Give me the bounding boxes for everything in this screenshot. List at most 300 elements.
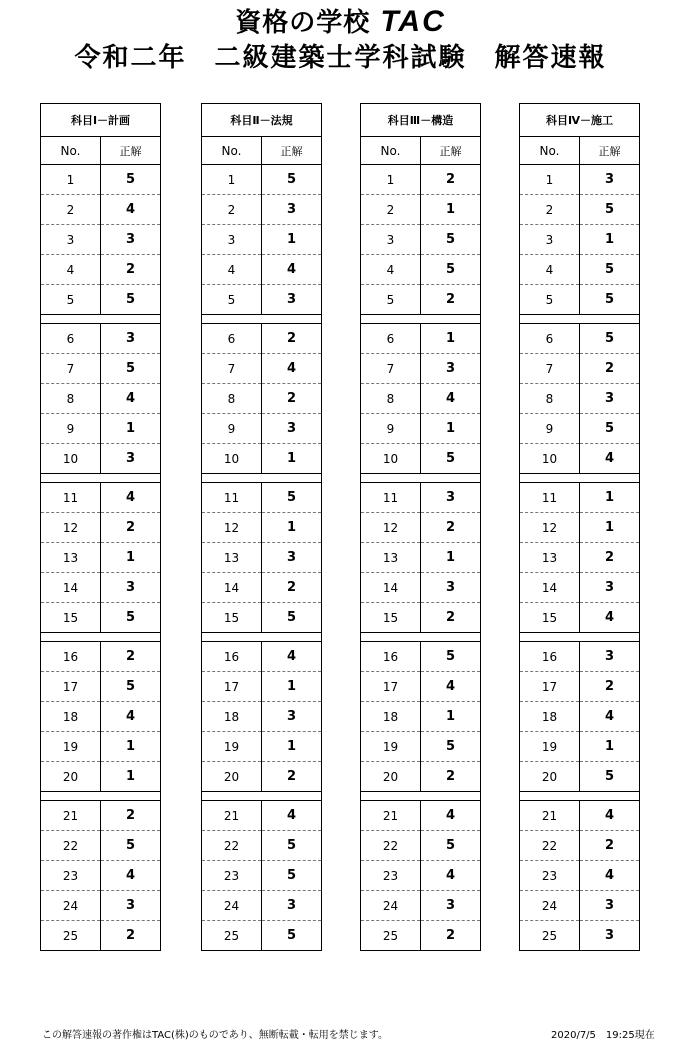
answer-value: 5 [421,444,481,474]
question-number: 4 [202,255,262,285]
table-row [41,165,161,195]
table-row [41,414,161,444]
table-row [41,603,161,633]
subject-name: 科目Ⅳ－施工 [520,104,640,137]
group-spacer [202,633,322,642]
answer-value: 5 [580,414,640,444]
table-row [202,732,322,762]
question-number: 24 [361,891,421,921]
group-spacer [361,315,481,324]
table-row [520,732,640,762]
answer-value: 2 [421,513,481,543]
table-row [520,165,640,195]
answer-value: 1 [262,513,322,543]
question-number: 10 [520,444,580,474]
answer-value: 4 [580,801,640,831]
table-row [41,861,161,891]
answer-value: 3 [421,483,481,513]
table-row [202,891,322,921]
question-number: 25 [361,921,421,951]
table-row [520,603,640,633]
table-row [202,801,322,831]
question-number: 22 [202,831,262,861]
answer-value: 1 [421,195,481,225]
question-number: 6 [520,324,580,354]
answer-value: 2 [421,165,481,195]
table-row [520,702,640,732]
answer-value: 5 [421,225,481,255]
table-row [520,573,640,603]
answer-value: 3 [421,573,481,603]
answer-value: 2 [580,543,640,573]
school-name: 資格の学校 [235,8,371,38]
table-row [361,642,481,672]
answer-table [519,103,640,951]
answer-value: 4 [262,801,322,831]
table-row [41,225,161,255]
table-row [361,891,481,921]
question-number: 5 [520,285,580,315]
answer-value: 2 [580,672,640,702]
table-row [520,642,640,672]
question-number: 11 [361,483,421,513]
answer-value: 5 [421,642,481,672]
answer-value: 4 [101,483,161,513]
question-number: 8 [202,384,262,414]
question-number: 7 [520,354,580,384]
answer-value: 5 [101,285,161,315]
table-row [520,324,640,354]
column-header-answer: 正解 [421,137,481,165]
question-number: 25 [520,921,580,951]
question-number: 16 [520,642,580,672]
table-row [202,573,322,603]
answer-value: 1 [101,732,161,762]
table-row [361,444,481,474]
table-row [202,354,322,384]
answer-value: 2 [101,801,161,831]
answer-value: 2 [101,255,161,285]
answer-value: 3 [101,225,161,255]
answer-value: 2 [445,928,456,943]
answer-value: 4 [262,354,322,384]
answer-value: 2 [101,513,161,543]
table-row [520,762,640,792]
question-number: 6 [41,324,101,354]
question-number: 12 [520,513,580,543]
question-number: 3 [361,225,421,255]
answer-value: 3 [580,642,640,672]
answer-value: 4 [580,603,640,633]
column-header-answer: 正解 [580,137,640,165]
answer-value: 4 [101,702,161,732]
answer-value: 4 [101,861,161,891]
question-number: 25 [202,921,262,951]
title-line-1 [0,4,681,41]
answer-value: 1 [580,732,640,762]
answer-value: 1 [580,225,640,255]
question-number: 8 [361,384,421,414]
group-spacer [202,792,322,801]
table-row [202,861,322,891]
table-row [361,861,481,891]
group-spacer [41,792,161,801]
question-number: 16 [41,642,101,672]
question-number: 17 [41,672,101,702]
table-row [41,384,161,414]
table-row [202,225,322,255]
table-row [41,195,161,225]
question-number: 12 [361,513,421,543]
group-spacer [361,792,481,801]
question-number: 14 [202,573,262,603]
answer-value: 5 [262,831,322,861]
question-number: 17 [202,672,262,702]
question-number: 18 [520,702,580,732]
question-number: 23 [361,861,421,891]
table-row [41,513,161,543]
question-number: 13 [41,543,101,573]
answer-value: 3 [262,195,322,225]
table-row [202,444,322,474]
question-number: 9 [361,414,421,444]
page-title: 令和二年 二級建築士学科試験 解答速報 [74,43,607,73]
table-row [41,891,161,921]
table-row [361,762,481,792]
answer-value: 4 [421,672,481,702]
table-row [361,801,481,831]
group-spacer [202,474,322,483]
column-header-no: No. [202,137,262,165]
table-row [520,354,640,384]
question-number: 19 [202,732,262,762]
question-number: 17 [520,672,580,702]
question-number: 14 [520,573,580,603]
question-number: 1 [202,165,262,195]
answer-value: 1 [421,702,481,732]
question-number: 4 [41,255,101,285]
question-number: 4 [520,255,580,285]
answer-value: 4 [421,861,481,891]
table-row [520,921,640,951]
answer-value: 5 [286,928,297,943]
answer-value: 1 [262,672,322,702]
answer-value: 5 [101,672,161,702]
answer-value: 2 [421,603,481,633]
table-row [41,831,161,861]
group-spacer [361,474,481,483]
question-number: 3 [520,225,580,255]
table-row [202,165,322,195]
table-row [41,573,161,603]
answer-value: 4 [262,255,322,285]
answer-value: 3 [262,543,322,573]
table-row [202,384,322,414]
question-number: 21 [41,801,101,831]
answer-value: 5 [262,483,322,513]
table-row [202,255,322,285]
table-row [361,702,481,732]
answer-value: 1 [580,483,640,513]
question-number: 15 [361,603,421,633]
question-number: 22 [520,831,580,861]
table-row [520,285,640,315]
question-number: 18 [41,702,101,732]
table-row [520,483,640,513]
answer-value: 5 [421,255,481,285]
answer-value: 1 [262,225,322,255]
answer-value: 2 [580,354,640,384]
question-number: 4 [361,255,421,285]
answer-value: 3 [101,324,161,354]
question-number: 11 [202,483,262,513]
question-number: 23 [520,861,580,891]
table-row [202,603,322,633]
question-number: 10 [361,444,421,474]
answer-value: 3 [580,573,640,603]
table-row [202,513,322,543]
answer-value: 5 [101,165,161,195]
question-number: 25 [41,921,101,951]
question-number: 1 [520,165,580,195]
table-row [520,513,640,543]
answer-value: 5 [262,861,322,891]
group-spacer [41,633,161,642]
answer-value: 2 [421,285,481,315]
answer-value: 1 [262,732,322,762]
answer-value: 4 [580,861,640,891]
question-number: 5 [202,285,262,315]
answer-value: 2 [125,928,136,943]
question-number: 23 [41,861,101,891]
question-number: 18 [361,702,421,732]
answer-value: 1 [421,414,481,444]
question-number: 2 [520,195,580,225]
table-row [41,921,161,951]
table-row [361,384,481,414]
answer-value: 3 [604,928,615,943]
answer-value: 1 [262,444,322,474]
group-spacer [41,315,161,324]
question-number: 22 [361,831,421,861]
question-number: 11 [520,483,580,513]
question-number: 2 [202,195,262,225]
table-row [41,702,161,732]
table-row [361,732,481,762]
table-row [361,513,481,543]
answer-value: 2 [262,384,322,414]
question-number: 6 [361,324,421,354]
group-spacer [520,315,640,324]
table-row [41,672,161,702]
question-number: 21 [361,801,421,831]
answer-value: 4 [580,444,640,474]
question-number: 7 [41,354,101,384]
group-spacer [520,633,640,642]
question-number: 14 [361,573,421,603]
question-number: 8 [520,384,580,414]
question-number: 1 [41,165,101,195]
subject-name: 科目Ⅲ－構造 [361,104,481,137]
answer-value: 4 [421,801,481,831]
answer-value: 3 [262,414,322,444]
question-number: 23 [202,861,262,891]
table-row [41,285,161,315]
answer-value: 4 [262,642,322,672]
answer-value: 5 [580,255,640,285]
question-number: 9 [41,414,101,444]
question-number: 24 [202,891,262,921]
table-row [520,801,640,831]
question-number: 7 [202,354,262,384]
group-spacer [202,315,322,324]
answer-table [40,103,161,951]
question-number: 12 [41,513,101,543]
table-row [361,921,481,951]
table-row [361,354,481,384]
answer-value: 3 [262,891,322,921]
table-row [520,891,640,921]
column-header-no: No. [41,137,101,165]
answer-value: 1 [101,762,161,792]
question-number: 7 [361,354,421,384]
question-number: 13 [361,543,421,573]
answer-value: 5 [101,831,161,861]
table-row [361,672,481,702]
question-number: 20 [361,762,421,792]
answer-value: 3 [580,384,640,414]
question-number: 10 [202,444,262,474]
column-header-answer: 正解 [262,137,322,165]
column-header-no: No. [520,137,580,165]
question-number: 17 [361,672,421,702]
answer-value: 5 [421,732,481,762]
table-row [202,324,322,354]
tac-logo: TAC [380,5,446,38]
answer-value: 5 [262,165,322,195]
question-number: 20 [41,762,101,792]
question-number: 21 [520,801,580,831]
table-row [202,414,322,444]
group-spacer [520,474,640,483]
table-row [202,762,322,792]
answer-value: 1 [101,414,161,444]
table-row [41,354,161,384]
answer-table [360,103,481,951]
answer-value: 3 [101,891,161,921]
table-row [41,483,161,513]
answer-value: 3 [262,285,322,315]
question-number: 1 [361,165,421,195]
table-row [202,642,322,672]
question-number: 5 [361,285,421,315]
answer-table [201,103,322,951]
group-spacer [361,633,481,642]
answer-value: 1 [101,543,161,573]
answer-value: 5 [421,831,481,861]
question-number: 21 [202,801,262,831]
table-row [41,543,161,573]
answer-value: 1 [580,513,640,543]
table-row [41,444,161,474]
question-number: 8 [41,384,101,414]
table-row [520,414,640,444]
answer-value: 2 [580,831,640,861]
question-number: 22 [41,831,101,861]
answer-value: 1 [421,543,481,573]
table-row [202,483,322,513]
table-row [202,195,322,225]
table-row [361,324,481,354]
column-header-answer: 正解 [101,137,161,165]
answer-value: 2 [101,642,161,672]
question-number: 13 [202,543,262,573]
question-number: 6 [202,324,262,354]
answer-value: 4 [421,384,481,414]
answer-value: 5 [580,762,640,792]
table-row [361,165,481,195]
answer-value: 4 [101,195,161,225]
table-row [520,255,640,285]
table-row [361,603,481,633]
answer-value: 3 [580,165,640,195]
table-row [202,543,322,573]
question-number: 9 [520,414,580,444]
answer-value: 3 [262,702,322,732]
answer-value: 5 [101,603,161,633]
answer-value: 2 [262,762,322,792]
question-number: 13 [520,543,580,573]
answer-value: 2 [262,324,322,354]
answer-value: 2 [421,762,481,792]
question-number: 14 [41,573,101,603]
answer-value: 3 [101,444,161,474]
answer-value: 1 [421,324,481,354]
question-number: 20 [520,762,580,792]
table-row [361,285,481,315]
answer-value: 4 [101,384,161,414]
answer-value: 5 [580,324,640,354]
table-row [520,195,640,225]
answer-value: 3 [580,891,640,921]
table-row [361,831,481,861]
table-row [520,384,640,414]
column-header-no: No. [361,137,421,165]
table-row [520,861,640,891]
question-number: 19 [41,732,101,762]
question-number: 19 [520,732,580,762]
table-row [41,801,161,831]
question-number: 16 [202,642,262,672]
table-row [361,225,481,255]
question-number: 12 [202,513,262,543]
table-row [520,225,640,255]
table-row [520,672,640,702]
question-number: 16 [361,642,421,672]
subject-name: 科目Ⅱ－法規 [202,104,322,137]
table-row [361,543,481,573]
answer-value: 4 [580,702,640,732]
copyright-notice: この解答速報の著作権はTAC(株)のものであり、無断転載・転用を禁じます。 [42,1030,388,1041]
timestamp: 2020/7/5 19:25現在 [551,1030,655,1041]
question-number: 10 [41,444,101,474]
question-number: 15 [202,603,262,633]
table-row [202,702,322,732]
question-number: 2 [361,195,421,225]
group-spacer [41,474,161,483]
question-number: 3 [41,225,101,255]
table-row [520,444,640,474]
